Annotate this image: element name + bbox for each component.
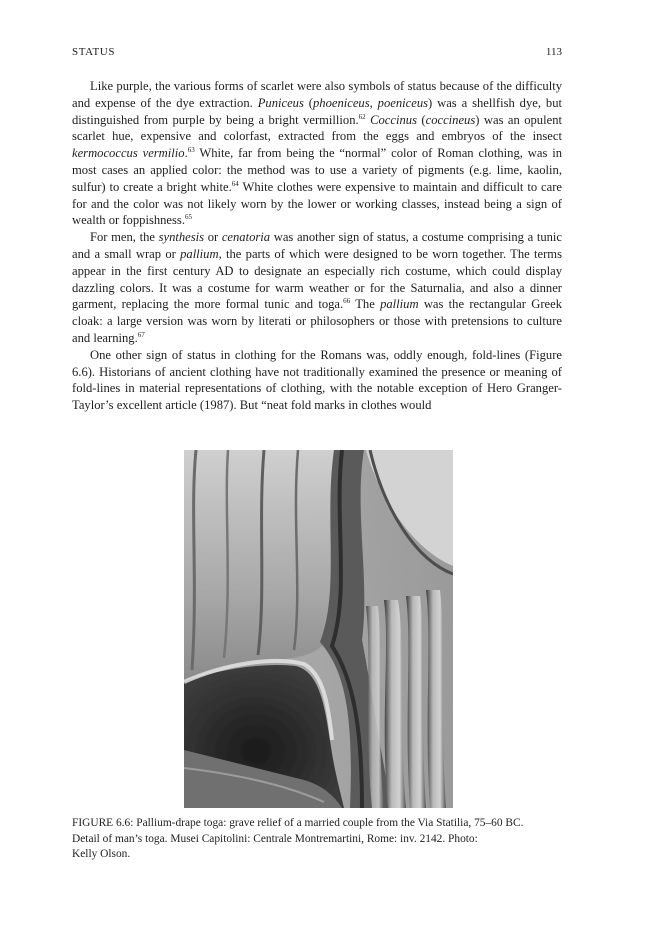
footnote-ref: 63 bbox=[187, 146, 195, 155]
text-run: . bbox=[184, 146, 188, 161]
body-text bbox=[72, 78, 562, 414]
italic-term: kermococcus vermilio bbox=[72, 146, 185, 161]
italic-term: cenatoria bbox=[221, 230, 271, 245]
text-run: , the parts of which were designed to be worn together. The terms appear in the first century AD to designate an especially rich costume, which could display dazzling colors. It was a costume for warm weather or for the Saturnalia, and also a dinner garment, replacing the more formal tunic and toga. bbox=[72, 246, 562, 312]
italic-term: pallium bbox=[380, 297, 419, 312]
caption-line: Detail of man’s toga. Musei Capitolini: Centrale Montremartini, Rome: inv. 2142. Photo: bbox=[72, 832, 478, 845]
italic-term: phoeniceus bbox=[312, 95, 370, 110]
footnote-ref: 65 bbox=[184, 213, 192, 222]
text-run: was the rectangular Greek cloak: a large version was worn by literati or philosophers or those with pretensions to culture and learning. bbox=[72, 297, 562, 345]
caption-line: Kelly Olson. bbox=[72, 848, 131, 861]
text-run: White clothes were expensive to maintain and difficult to care for and the color was not likely worn by the lower or working classes, instead being a sign of wealth or foppishness. bbox=[72, 179, 563, 228]
text-run: Like purple, the various forms of scarlet were also symbols of status because of the difficulty and expense of the dye extraction. bbox=[72, 79, 562, 110]
footnote-ref: 62 bbox=[358, 112, 366, 121]
figure-caption bbox=[72, 816, 566, 863]
paragraph bbox=[72, 347, 562, 414]
italic-term: Coccinus bbox=[370, 112, 417, 127]
text-run: , bbox=[369, 95, 378, 110]
section-title: STATUS bbox=[72, 46, 116, 58]
footnote-ref: 67 bbox=[137, 330, 145, 339]
paragraph bbox=[72, 78, 562, 229]
text-run: ( bbox=[416, 112, 426, 127]
italic-term: coccineus bbox=[425, 112, 476, 127]
text-run: ) was a shellfish dye, but distinguished from purple by being a bright vermillion. bbox=[72, 95, 562, 127]
footnote-ref: 64 bbox=[231, 179, 239, 188]
text-run: was another sign of status, a costume comprising a tunic and a small wrap or bbox=[72, 230, 562, 261]
page-number: 113 bbox=[545, 46, 562, 58]
italic-term: poeniceus bbox=[377, 95, 429, 110]
text-run: White, far from being the “normal” color of Roman clothing, was in most cases an applied color: the method was to use a variety of pigments (e.g. lime, kaolin, sulfur) to create a bright white. bbox=[72, 146, 562, 194]
toga-relief-image bbox=[184, 450, 453, 808]
text-run: ) was an opulent scarlet hue, expensive and colorfast, extracted from the eggs and embryos of the insect bbox=[72, 112, 562, 144]
text-run: or bbox=[204, 230, 222, 245]
paragraph bbox=[72, 229, 562, 347]
text-run: The bbox=[350, 297, 381, 312]
text-run: ( bbox=[303, 95, 313, 110]
text-run: One other sign of status in clothing for the Romans was, oddly enough, fold-lines (Figure 6.6). Historians of ancient clothing have not traditionally examined the presence or meaning of fold-lines in material representations of clothing, with the notable exception of Hero Granger-Taylor’s excellent article (1987). But “neat fold marks in clothes would bbox=[72, 347, 562, 413]
italic-term: synthesis bbox=[158, 230, 205, 245]
text-run: For men, the bbox=[90, 230, 159, 245]
footnote-ref: 66 bbox=[343, 297, 351, 306]
running-head bbox=[72, 46, 562, 58]
caption-line: FIGURE 6.6: Pallium-drape toga: grave relief of a married couple from the Via Statilia, 75–60 BC. bbox=[72, 817, 524, 829]
italic-term: pallium bbox=[180, 246, 219, 261]
italic-term: Puniceus bbox=[257, 95, 304, 110]
figure-photo bbox=[184, 450, 453, 808]
